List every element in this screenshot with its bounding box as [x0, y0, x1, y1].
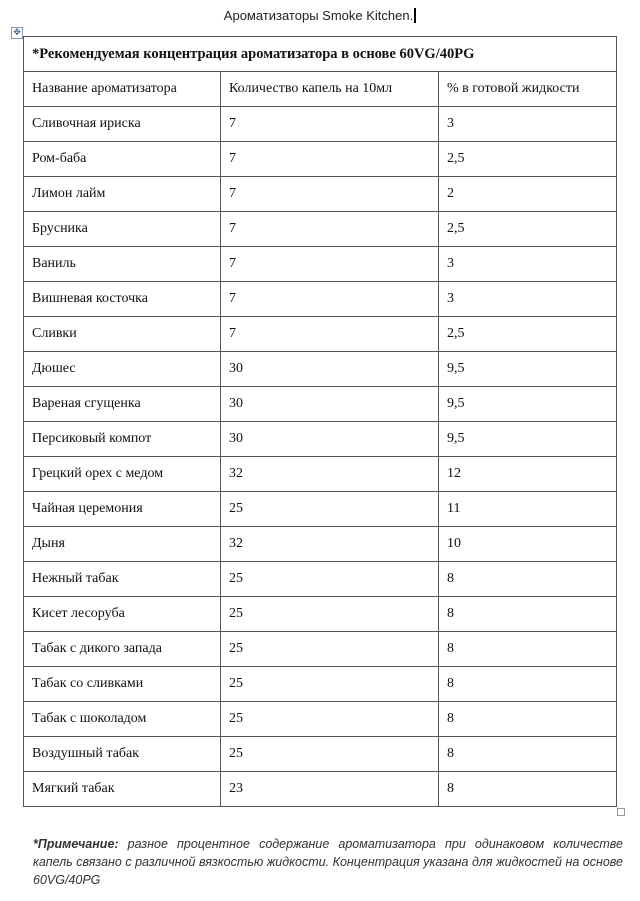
cell-flavor-name: Сливочная ириска	[24, 107, 221, 142]
table-move-handle-icon[interactable]: ✥	[11, 27, 23, 39]
footnote	[33, 835, 623, 889]
table-heading: *Рекомендуемая концентрация ароматизатора в основе 60VG/40PG	[24, 37, 617, 72]
cell-drops: 25	[221, 667, 439, 702]
cell-flavor-name: Вареная сгущенка	[24, 387, 221, 422]
cell-drops: 25	[221, 737, 439, 772]
document-title-text: Ароматизаторы Smoke Kitchen.	[223, 8, 414, 23]
document-title	[0, 8, 640, 23]
table-row	[24, 772, 617, 807]
column-header-flavor-name: Название ароматизатора	[24, 72, 221, 107]
table-resize-handle[interactable]	[617, 808, 625, 816]
footnote-text: разное процентное содержание ароматизатора при одинаковом количестве капель связано с различной вязкостью жидкости. Концентрация указана для жидкостей на основе 60VG/40PG	[33, 837, 623, 887]
cell-drops: 25	[221, 562, 439, 597]
table-row	[24, 702, 617, 737]
cell-percent: 12	[439, 457, 617, 492]
table-row	[24, 597, 617, 632]
cell-flavor-name: Воздушный табак	[24, 737, 221, 772]
table-row	[24, 177, 617, 212]
flavor-table	[23, 36, 617, 807]
cell-flavor-name: Чайная церемония	[24, 492, 221, 527]
cell-drops: 30	[221, 352, 439, 387]
column-header-drops-per-10ml: Количество капель на 10мл	[221, 72, 439, 107]
cell-percent: 3	[439, 247, 617, 282]
table-row	[24, 492, 617, 527]
table-row	[24, 142, 617, 177]
cell-percent: 3	[439, 107, 617, 142]
cell-flavor-name: Сливки	[24, 317, 221, 352]
table-row	[24, 632, 617, 667]
table-row	[24, 562, 617, 597]
cell-flavor-name: Табак с шоколадом	[24, 702, 221, 737]
cell-percent: 2,5	[439, 142, 617, 177]
table-row	[24, 107, 617, 142]
cell-drops: 25	[221, 597, 439, 632]
cell-drops: 30	[221, 387, 439, 422]
cell-flavor-name: Лимон лайм	[24, 177, 221, 212]
cell-percent: 8	[439, 667, 617, 702]
cell-flavor-name: Персиковый компот	[24, 422, 221, 457]
table-row	[24, 352, 617, 387]
table-row	[24, 317, 617, 352]
cell-percent: 11	[439, 492, 617, 527]
cell-drops: 25	[221, 632, 439, 667]
cell-percent: 8	[439, 772, 617, 807]
cell-flavor-name: Дюшес	[24, 352, 221, 387]
cell-percent: 2,5	[439, 317, 617, 352]
cell-drops: 7	[221, 247, 439, 282]
cell-drops: 25	[221, 702, 439, 737]
cell-percent: 3	[439, 282, 617, 317]
cell-flavor-name: Вишневая косточка	[24, 282, 221, 317]
cell-drops: 7	[221, 282, 439, 317]
cell-percent: 8	[439, 597, 617, 632]
cell-drops: 7	[221, 317, 439, 352]
table-row	[24, 422, 617, 457]
cell-flavor-name: Брусника	[24, 212, 221, 247]
cell-flavor-name: Мягкий табак	[24, 772, 221, 807]
cell-drops: 7	[221, 177, 439, 212]
cell-drops: 23	[221, 772, 439, 807]
cell-drops: 32	[221, 527, 439, 562]
table-header-row	[24, 72, 617, 107]
cell-drops: 25	[221, 492, 439, 527]
cell-drops: 7	[221, 212, 439, 247]
table-row	[24, 282, 617, 317]
cell-percent: 10	[439, 527, 617, 562]
cell-percent: 8	[439, 562, 617, 597]
cell-drops: 32	[221, 457, 439, 492]
cell-drops: 7	[221, 107, 439, 142]
footnote-label: *Примечание:	[33, 837, 119, 851]
cell-drops: 30	[221, 422, 439, 457]
cell-percent: 8	[439, 632, 617, 667]
table-row	[24, 387, 617, 422]
cell-flavor-name: Табак со сливками	[24, 667, 221, 702]
table-row	[24, 737, 617, 772]
cell-percent: 8	[439, 737, 617, 772]
text-cursor	[414, 8, 416, 23]
cell-flavor-name: Табак с дикого запада	[24, 632, 221, 667]
table-row	[24, 212, 617, 247]
cell-flavor-name: Кисет лесоруба	[24, 597, 221, 632]
cell-percent: 8	[439, 702, 617, 737]
cell-percent: 2,5	[439, 212, 617, 247]
cell-percent: 2	[439, 177, 617, 212]
cell-flavor-name: Ром-баба	[24, 142, 221, 177]
table-row	[24, 247, 617, 282]
column-header-percent: % в готовой жидкости	[439, 72, 617, 107]
table-row	[24, 667, 617, 702]
cell-flavor-name: Нежный табак	[24, 562, 221, 597]
cell-drops: 7	[221, 142, 439, 177]
cell-flavor-name: Грецкий орех с медом	[24, 457, 221, 492]
table-row	[24, 457, 617, 492]
cell-percent: 9,5	[439, 352, 617, 387]
cell-percent: 9,5	[439, 387, 617, 422]
table-heading-row	[24, 37, 617, 72]
table-row	[24, 527, 617, 562]
cell-percent: 9,5	[439, 422, 617, 457]
cell-flavor-name: Дыня	[24, 527, 221, 562]
cell-flavor-name: Ваниль	[24, 247, 221, 282]
